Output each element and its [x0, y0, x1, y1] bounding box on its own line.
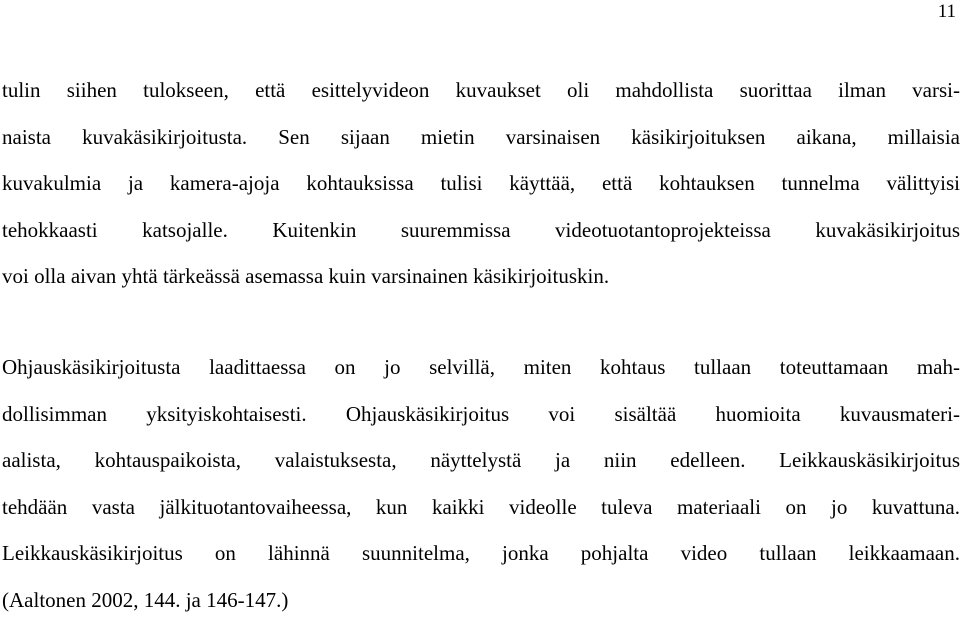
page-number: 11 [938, 1, 956, 23]
text-line: kuvakulmia ja kamera-ajoja kohtauksissa tulisi käyttää, että kohtauksen tunnelma välittyisi [2, 160, 960, 207]
citation-line: (Aaltonen 2002, 144. ja 146-147.) [2, 577, 960, 623]
text-line: tehokkaasti katsojalle. Kuitenkin suuremmissa videotuotantoprojekteissa kuvakäsikirjoitus [2, 207, 960, 254]
text-line: voi olla aivan yhtä tärkeässä asemassa kuin varsinainen käsikirjoituskin. [2, 253, 960, 300]
text-line: aalista, kohtauspaikoista, valaistuksesta, näyttelystä ja niin edelleen. Leikkauskäsikirjoitus [2, 437, 960, 484]
text-line: tehdään vasta jälkituotantovaiheessa, kun kaikki videolle tuleva materiaali on jo kuvattuna. [2, 484, 960, 531]
text-line: Ohjauskäsikirjoitusta laadittaessa on jo selvillä, miten kohtaus tullaan toteuttamaan mah- [2, 344, 960, 391]
text-line: Leikkauskäsikirjoitus on lähinnä suunnitelma, jonka pohjalta video tullaan leikkaamaan. [2, 530, 960, 577]
paragraph-2 [2, 344, 960, 623]
paragraph-1 [2, 67, 960, 300]
text-line: naista kuvakäsikirjoitusta. Sen sijaan mietin varsinaisen käsikirjoituksen aikana, millaisia [2, 114, 960, 161]
text-line: tulin siihen tulokseen, että esittelyvideon kuvaukset oli mahdollista suorittaa ilman varsi- [2, 67, 960, 114]
text-line: dollisimman yksityiskohtaisesti. Ohjauskäsikirjoitus voi sisältää huomioita kuvausmateri- [2, 391, 960, 438]
